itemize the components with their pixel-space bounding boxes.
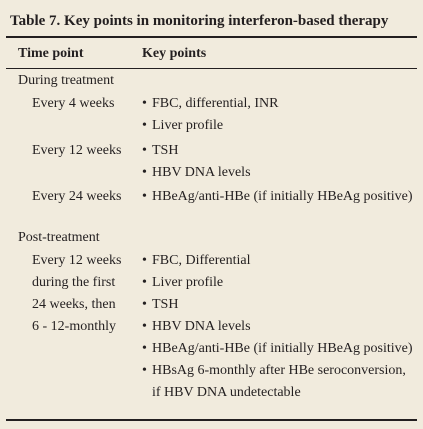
key-point-item <box>142 360 414 404</box>
key-point-text: HBeAg/anti-HBe (if initially HBeAg positive) <box>152 189 413 204</box>
bullet-marker: • <box>142 341 147 356</box>
key-point-item <box>142 93 414 115</box>
bottom-rule <box>6 419 417 421</box>
key-point-text: TSH <box>152 297 179 312</box>
bullet-marker: • <box>142 319 147 334</box>
row-time-point <box>32 140 121 162</box>
section-label-during-treatment: During treatment <box>18 73 115 88</box>
key-point-item <box>142 250 414 272</box>
bullet-marker: • <box>142 275 147 290</box>
time-point-line: Every 12 weeks <box>32 253 122 268</box>
row-key-points <box>142 140 414 184</box>
time-point-line: 6 - 12-monthly <box>32 319 116 334</box>
key-point-item <box>142 186 414 208</box>
row-key-points <box>142 186 414 208</box>
row-time-point <box>32 93 114 115</box>
row-time-point <box>32 186 121 208</box>
key-point-text: Liver profile <box>152 275 224 290</box>
key-point-text: HBV DNA levels <box>152 319 251 334</box>
key-point-text: Liver profile <box>152 118 224 133</box>
bullet-marker: • <box>142 96 147 111</box>
column-header-time-point: Time point <box>18 46 84 61</box>
row-key-points <box>142 93 414 137</box>
bullet-marker: • <box>142 297 147 312</box>
header-rule <box>6 68 417 69</box>
row-key-points <box>142 250 414 404</box>
time-point-line: 24 weeks, then <box>32 297 116 312</box>
bullet-marker: • <box>142 143 147 158</box>
key-point-item <box>142 115 414 137</box>
bullet-marker: • <box>142 363 147 378</box>
column-header-key-points: Key points <box>142 46 207 61</box>
key-point-item <box>142 338 414 360</box>
key-point-text: FBC, Differential <box>152 253 251 268</box>
time-point-line: during the first <box>32 275 116 290</box>
key-point-text: HBeAg/anti-HBe (if initially HBeAg positive) <box>152 341 413 356</box>
bullet-marker: • <box>142 253 147 268</box>
key-point-item <box>142 140 414 162</box>
bullet-marker: • <box>142 189 147 204</box>
key-point-item <box>142 316 414 338</box>
time-point-line: Every 12 weeks <box>32 143 122 158</box>
row-time-point <box>32 250 121 338</box>
bullet-marker: • <box>142 118 147 133</box>
time-point-line: Every 4 weeks <box>32 96 115 111</box>
top-rule <box>6 36 417 38</box>
key-point-item <box>142 294 414 316</box>
key-point-text: FBC, differential, INR <box>152 96 279 111</box>
section-label-post-treatment: Post-treatment <box>18 230 100 245</box>
key-point-item <box>142 272 414 294</box>
key-point-item <box>142 162 414 184</box>
key-point-text: HBV DNA levels <box>152 165 251 180</box>
key-point-text: HBsAg 6-monthly after HBe seroconversion, if HBV DNA undetectable <box>152 363 406 400</box>
key-point-text: TSH <box>152 143 179 158</box>
bullet-marker: • <box>142 165 147 180</box>
time-point-line: Every 24 weeks <box>32 189 122 204</box>
table-title: Table 7. Key points in monitoring interferon-based therapy <box>10 13 389 29</box>
